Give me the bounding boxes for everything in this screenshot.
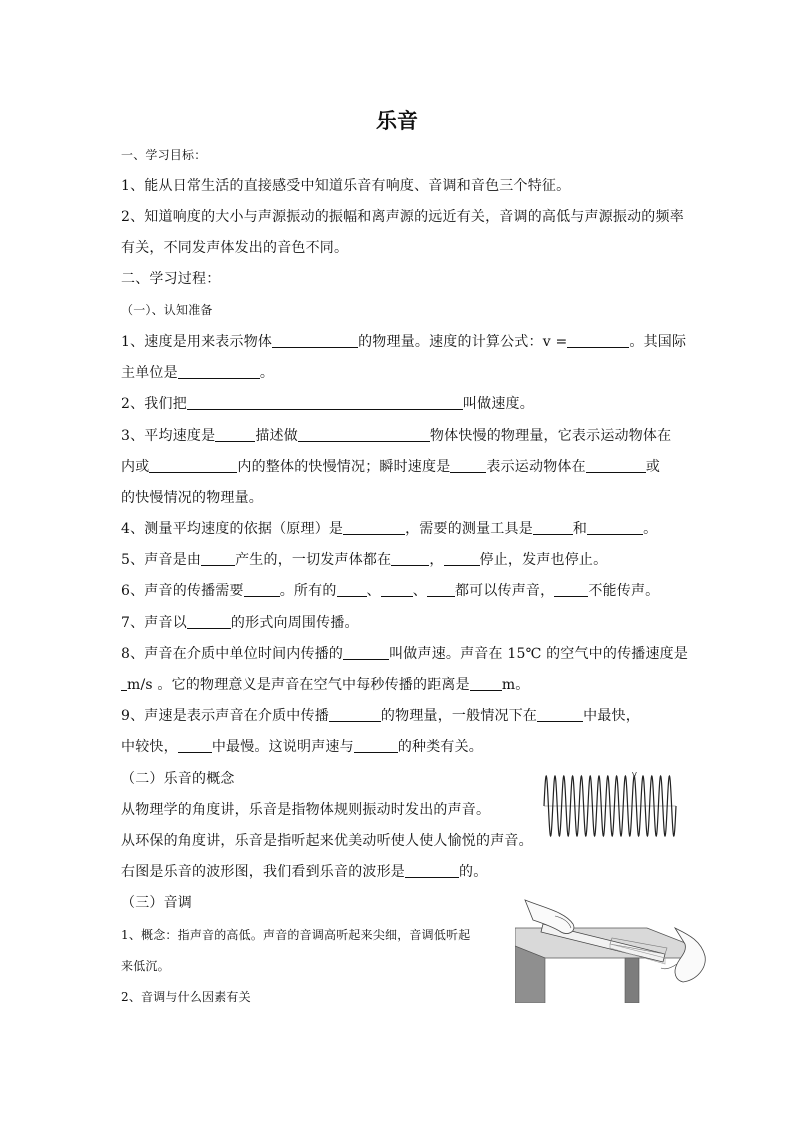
answer-blank[interactable] [405,863,459,878]
answer-blank[interactable] [329,707,381,722]
question-8-line-1: 8、声音在介质中单位时间内传播的 叫做声速。声音在 15℃ 的空气中的传播速度是 [121,646,689,662]
answer-blank[interactable] [533,520,573,535]
answer-blank[interactable] [381,582,413,597]
subsection-heading-prep: （一）、认知准备 [121,303,213,317]
answer-blank[interactable] [450,458,486,473]
ruler-experiment-figure [515,898,710,1003]
answer-blank[interactable] [149,458,237,473]
answer-blank[interactable] [391,551,429,566]
answer-blank[interactable] [554,582,588,597]
answer-blank[interactable] [178,738,212,753]
question-9-line-2: 中较快， 中最慢。这说明声速与 的种类有关。 [121,739,484,755]
page-title: 乐音 [376,109,418,133]
goal-1: 1、能从日常生活的直接感受中知道乐音有响度、音调和音色三个特征。 [121,178,571,194]
question-3-line-2: 内或 内的整体的快慢情况；瞬时速度是 表示运动物体在 或 [121,459,661,475]
answer-blank[interactable] [444,551,480,566]
answer-blank[interactable] [537,707,583,722]
pitch-concept-line-2: 来低沉。 [121,959,170,973]
pitch-concept-line-1: 1、概念：指声音的高低。声音的音调高听起来尖细，音调低听起 [121,928,471,942]
svg-text:V: V [632,771,637,779]
answer-blank[interactable] [427,582,455,597]
goal-2-line-1: 2、知道响度的大小与声源振动的振幅和离声源的远近有关，音调的高低与声源振动的频率 [121,209,684,225]
waveform-question: 右图是乐音的波形图，我们看到乐音的波形是 的。 [121,864,488,880]
question-7: 7、声音以 的形式向周围传播。 [121,615,359,631]
answer-blank[interactable] [337,582,367,597]
answer-blank[interactable] [244,582,280,597]
answer-blank[interactable] [567,333,629,348]
answer-blank[interactable] [215,427,255,442]
question-3-line-3: 的快慢情况的物理量。 [121,490,263,506]
answer-blank[interactable] [298,427,430,442]
answer-blank[interactable] [178,364,260,379]
waveform-figure [540,770,680,842]
answer-blank[interactable] [187,395,463,410]
answer-blank[interactable] [343,645,389,660]
answer-blank[interactable] [343,520,405,535]
answer-blank[interactable] [187,614,231,629]
question-9-line-1: 9、声速是表示声音在介质中传播 的物理量，一般情况下在 中最快， [121,708,640,724]
question-4: 4、测量平均速度的依据（原理）是 ，需要的测量工具是 和 。 [121,521,658,537]
question-3-line-1: 3、平均速度是 描述做 物体快慢的物理量，它表示运动物体在 [121,428,672,444]
subsection-heading-pitch: （三）音调 [121,895,192,911]
physics-definition: 从物理学的角度讲，乐音是指物体规则振动时发出的声音。 [121,802,491,818]
question-1-line-2: 主单位是 。 [121,365,275,381]
pitch-factors-question: 2、音调与什么因素有关 [121,990,251,1004]
section-heading-goals: 一、学习目标： [121,148,207,162]
answer-blank[interactable] [587,520,643,535]
question-5: 5、声音是由 产生的，一切发声体都在 ， 停止，发声也停止。 [121,552,608,568]
question-8-line-2: m/s 。它的物理意义是声音在空气中每秒传播的距离是 m。 [121,676,530,694]
answer-blank[interactable] [470,676,502,691]
answer-blank[interactable] [272,333,358,348]
answer-blank[interactable] [201,551,235,566]
question-6: 6、声音的传播需要 。所有的 、 、 都可以传声音， 不能传声。 [121,583,660,599]
goal-2-line-2: 有关，不同发声体发出的音色不同。 [121,240,349,256]
question-2: 2、我们把 叫做速度。 [121,396,534,412]
answer-blank[interactable] [354,738,398,753]
environmental-definition: 从环保的角度讲，乐音是指听起来优美动听使人使人愉悦的声音。 [121,833,533,849]
subsection-heading-musical-sound: （二）乐音的概念 [121,771,235,787]
answer-blank[interactable] [586,458,646,473]
question-1-line-1: 1、速度是用来表示物体 的物理量。速度的计算公式：v = 。其国际 [121,334,687,350]
section-heading-process: 二、学习过程： [121,271,221,287]
